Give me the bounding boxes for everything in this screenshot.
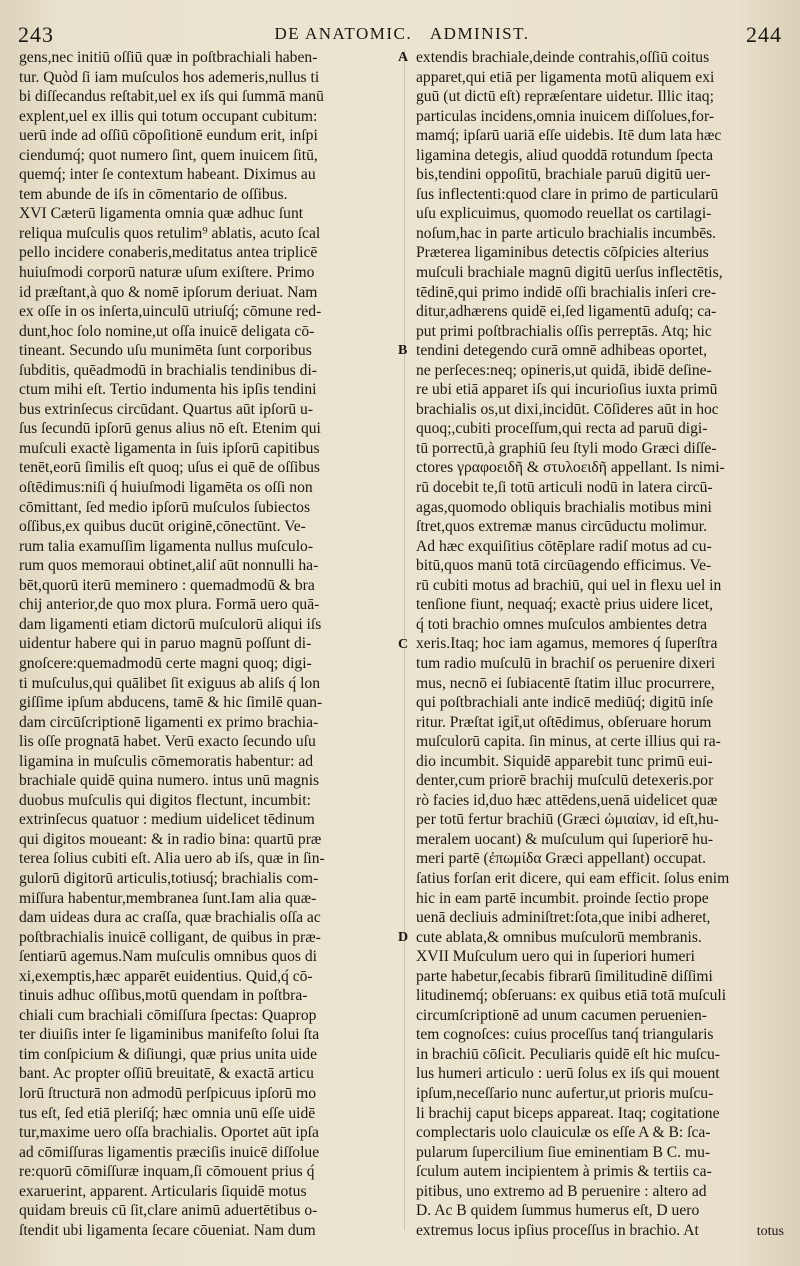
text-line: ſus inflectenti:quod clare in primo de particularū — [416, 185, 719, 203]
text-line: tur,maxime uero oſſa brachialis. Oportet aūt ipſa — [19, 1124, 319, 1142]
text-line: mamq́; ipſarū uariā eſſe uidebis. Itē dum lata hæc — [416, 127, 722, 145]
margin-marker: A — [398, 50, 409, 65]
text-line: tū porrectū,à graphiū ſeu ſtyli modo Græci diſſe- — [416, 439, 717, 457]
text-line: meralem uocant) & muſculum qui ſuperiorē hu- — [416, 830, 714, 848]
text-line: duobus muſculis qui digitos flectunt, incumbit: — [19, 791, 311, 809]
text-line: ipſum,neceſſario nunc aufertur,ut prioris muſcu- — [416, 1084, 714, 1102]
text-line: ſatius forſan erit dicere, qui eam efficit. ſolus enim — [416, 869, 730, 887]
text-line: rū cubiti motus ad brachiū, qui uel in flexu uel in — [416, 576, 722, 594]
text-line: bēt,quorū iterū meminero : quemadmodū & bra — [19, 576, 315, 594]
text-line: XVI Cæterū ligamenta omnia quæ adhuc ſunt — [19, 205, 304, 223]
text-line: XVII Muſculum uero qui in ſuperiori humeri — [416, 948, 695, 966]
text-line: extendis brachiale,deinde contrahis,oſſiū coitus — [416, 49, 710, 66]
text-line: dam circūſcriptionē ligamenti ex primo brachia- — [19, 713, 319, 731]
text-line: rò facies id,duo hæc attēdens,uenā uidelicet quæ — [416, 791, 718, 809]
text-line: qui digitos moueant: & in radio bina: quartū præ — [19, 830, 322, 848]
text-line: ti muſculus,qui quālibet ſit exiguus ab aliſs q́ lon — [19, 674, 321, 692]
text-line: ctores γραφοειδῆ & στυλοειδῆ appellant. Is nimi- — [416, 459, 725, 477]
text-line: ne perſeces:neq; opineris,ut quidā, ibidē deſine- — [416, 361, 712, 379]
text-line: noſum,hac in parte articulo brachialis incumbēs. — [416, 224, 717, 242]
text-line: chij anterior,de quo mox plura. Formā uero quā- — [19, 596, 320, 614]
text-line: ad cōmiſſuras ligamentis præciſis inuicē diſſolue — [19, 1143, 320, 1161]
text-line: muſculi brachiale magnū digitū uerſus inflectētis, — [416, 264, 723, 282]
text-line: hic in eam partē incumbit. proinde ſectio prope — [416, 889, 709, 907]
text-line: huiuſmodi corporū naturæ uſum exiſtere. Primo — [19, 264, 315, 282]
text-line: rum talia examuſſim ligamenta nullus muſculo- — [19, 537, 314, 555]
text-line: tus eſt, ſed etiā pleriſq́; hæc omnia unū eſſe uidē — [19, 1104, 316, 1122]
text-line: oſſibus,ex quibus ducūt originē,cōnectūnt. Ve- — [19, 518, 306, 536]
text-line: tendini detegendo curā omnē adhibeas oportet, — [416, 342, 707, 360]
text-line: ſculum autem incipientem à primis & tertiis ca- — [416, 1163, 712, 1181]
text-line: dio incumbit. Siquidē apparebit tunc primū eui- — [416, 752, 713, 770]
text-line: brachiale quidē quina numero. intus unū magnis — [19, 772, 320, 790]
text-line: litudinemq́; obſeruans: ex quibus etiā totā muſculi — [416, 987, 727, 1005]
text-line: ditur,adhærens quidē ei,ſed ligamentū aduſq; ca- — [416, 303, 717, 321]
text-line: pello incidere conaberis,meditatus antea triplicē — [19, 244, 318, 262]
margin-marker: D — [398, 929, 409, 945]
text-line: guū (ut dictū eſt) repræſentare uidetur. Illic itaq; — [416, 88, 714, 106]
left-column — [19, 48, 393, 1240]
text-line: re:quorū cōmiſſuræ inquam,ſi cōmouent prius q́ — [19, 1163, 315, 1181]
text-line: put primi poſtbrachialis oſſis perreptās. Atq; hic — [416, 322, 712, 340]
text-line: particulas incidens,omnia inuicem diſſolues,for- — [416, 107, 715, 125]
text-line: poſtbrachialis inuicē colligant, de quibus in præ- — [19, 928, 321, 946]
text-line: cōmittant, ſed medio ipſorū muſculos ſubiectos — [19, 498, 311, 516]
text-line: reliqua muſculis quos retulim⁹ ablatis, acuto ſcal — [19, 224, 321, 242]
text-line: dunt,hoc ſolo nomine,ut oſſa inuicē deligata cō- — [19, 322, 315, 340]
text-line: Præterea ligaminibus detectis cōſpicies alterius — [416, 244, 709, 262]
text-line: rū docebit te,ſi totū articuli nodū in latera circū- — [416, 479, 713, 497]
text-line: tur. Quòd ſi iam muſculos hos ademeris,nullus ti — [19, 68, 320, 86]
text-line: ctum mihi eſt. Tertio indumenta his ipſis tendini — [19, 381, 317, 399]
text-line: pularum ſupercilium ſiue eminentiam B C. mu- — [416, 1143, 711, 1161]
text-line: extremus locus ipſius proceſſus in brachio. At — [416, 1221, 699, 1239]
text-line: denter,cum priorē brachij muſculū detexeris.por — [416, 772, 714, 790]
text-line: bis,tendini oppoſitū, brachiale paruū digitū uer- — [416, 166, 711, 184]
text-line: tineant. Secundo uſu munimēta ſunt corporibus — [19, 342, 312, 360]
text-line: tim conſpicium & diſiungi, quæ prius unita uide — [19, 1045, 317, 1063]
catchword: totus — [756, 1224, 784, 1239]
margin-marker: B — [398, 343, 408, 359]
page-number-left: 243 — [18, 22, 54, 47]
text-line: brachialis os,ut dixi,incidūt. Cōſideres aūt in hoc — [416, 400, 719, 418]
text-line: quoq;,cubiti proceſſum,qui recta ad paruū digi- — [416, 420, 708, 438]
text-line: oſtēdimus:niſi q́ huiuſmodi ligamēta os oſſi non — [19, 479, 313, 497]
text-line: muſculi exactè ligamenta in ſuis ipſorū capitibus — [19, 439, 320, 457]
text-line: complectaris uolo clauiculæ os eſſe A & B: ſca- — [416, 1124, 711, 1142]
text-line: extrinſecus quatuor : medium uidelicet tēdinum — [19, 811, 315, 829]
text-line: re ubi etiā apparet iſs qui incurioſius iuxta primū — [416, 381, 718, 399]
text-line: id præſtant,à quo & nomē ipſorum deriuat. Nam — [19, 283, 318, 301]
text-line: qui poſtbrachiali ante indicē mediūq́; digitū inſe — [416, 694, 714, 712]
text-line: quemq́; inter ſe contextum habeant. Diximus au — [19, 166, 316, 184]
text-line: terea ſolius cubiti eſt. Alia uero ab iſs, quæ in ſin- — [19, 850, 325, 868]
text-line: bant. Ac propter oſſiū breuitatē, & exactā articu — [19, 1065, 314, 1083]
text-line: mus, necnō ei ſubiacentē ſtatim illuc procurrere, — [416, 674, 715, 692]
text-line: uidentur habere qui in paruo magnū poſſunt di- — [19, 635, 312, 653]
text-line: bi diſſecandus reſtabit,uel ex iſs qui ſummā manū — [19, 88, 324, 106]
text-line: per totū fertur brachiū (Græci ὠμιαίαν, id eſt,hu- — [416, 811, 719, 829]
running-head-right: ADMINIST. — [429, 24, 530, 43]
text-line: ſus ſecundū ipſorū genus alius nō eſt. Etenim qui — [19, 420, 321, 438]
text-line: gens,nec initiū oſſiū quæ in poſtbrachiali haben- — [19, 49, 318, 66]
text-line: meri partē (ἐπωμίδα Græci appellant) occupat. — [416, 850, 707, 868]
text-line: agas,quomodo obliquis brachialis motibus mini — [416, 498, 712, 516]
text-line: xi,exemptis,hæc apparēt euidentius. Quid,q́ cō- — [19, 967, 313, 985]
text-line: uenā decliuis adminiſtret:ſota,que inibi adheret, — [416, 909, 711, 927]
text-line: uerū inde ad oſſiū cōpoſitionē eundum erit, inſpi — [19, 127, 318, 145]
text-line: ſtendit ubi ligamenta ſecare cōueniat. Nam dum — [19, 1221, 316, 1239]
text-line: miſſura habentur,membranea ſunt.Iam alia quæ- — [19, 889, 317, 907]
text-line: q́ toti brachio omnes muſculos ambientes detra — [416, 615, 708, 633]
text-line: muſculorū capita. ſin minus, at certe illius qui ra- — [416, 733, 721, 751]
page-number-right: 244 — [746, 22, 782, 47]
text-line: lorū ſtructurā non admodū perſpicuus ipſorū mo — [19, 1084, 317, 1102]
text-line: tēdinē,qui primo indidē oſſi brachialis inſeri cre- — [416, 283, 717, 301]
text-line: parte habetur,ſecabis fibrarū ſimilitudinē diſſimi — [416, 967, 713, 985]
text-line: xeris.Itaq; hoc iam agamus, memores q́ ſuperſtra — [416, 635, 718, 653]
text-line: exaruerint, apparent. Articularis ſiquidē motus — [19, 1182, 307, 1200]
text-line: giſſime ipſum abducens, tamē & hic ſimilē quan- — [19, 694, 323, 712]
text-line: ligamina detegis, aliud quoddā rotundum ſpecta — [416, 146, 714, 164]
text-line: dam uideas dura ac craſſa, quæ brachialis oſſa ac — [19, 909, 321, 927]
text-line: pitibus, uno extremo ad B peruenire : altero ad — [416, 1182, 707, 1200]
text-line: circumſcriptionē ad unum cacumen peruenien- — [416, 1006, 707, 1024]
text-line: explent,uel ex illis qui totum occupant cubitum: — [19, 107, 318, 125]
text-line: ſubditis, quēadmodū in brachialis tendinibus di- — [19, 361, 317, 379]
text-line: cute ablata,& omnibus muſculorū membranis. — [416, 928, 702, 946]
text-line: rum quos memoraui obtinet,aliſ aūt nonnulli ha- — [19, 557, 319, 575]
text-line: tum radio muſculū in brachiſ os peruenire dixeri — [416, 654, 716, 672]
text-line: ciendumq́; quot numero ſint, quem inuicem ſitū, — [19, 146, 318, 164]
margin-marker: C — [398, 636, 409, 652]
text-line: Ad hæc exquiſitius cōtēplare radiſ motus ad cu- — [416, 537, 712, 555]
text-line: gnoſcere:quemadmodū certe magni quoq; digi- — [19, 654, 312, 672]
text-line: uſu explicuimus, quomodo reuellat os cartilagi- — [416, 205, 712, 223]
text-line: ſtret,quos extremæ manus circūductu molimur. — [416, 518, 708, 536]
text-line: gulorū digitorū articulis,totiusq́; brachialis com- — [19, 869, 319, 887]
text-line: tem abunde de iſs in cōmentario de oſſibus. — [19, 185, 288, 203]
text-line: ter diuiſis inter ſe ligaminibus manifeſto ſolui ſta — [19, 1026, 320, 1044]
text-line: ritur. Præſtat igit̄,ut oſtēdimus, obſeruare horum — [416, 713, 712, 731]
text-line: bitū,quos manū totā circūagendo efficimus. Ve- — [416, 557, 712, 575]
text-line: ſentiarū agemus.Nam muſculis omnibus quos di — [19, 948, 317, 966]
text-line: in brachiū cōſicit. Peculiaris quidē eſt hic muſcu- — [416, 1045, 720, 1063]
text-line: ex oſſe in os inſerta,uinculū utriuſq́; cōmune red- — [19, 303, 322, 321]
text-line: lis oſſe prognatā habet. Verū exacto ſecundo uſu — [19, 733, 316, 751]
text-line: apparet,qui etiā per ligamenta motū aliquem exi — [416, 68, 715, 86]
text-line: tenēt,eorū ſimilis eſt quoq; uſus ei quē de oſſibus — [19, 459, 321, 477]
text-line: li brachij caput biceps appareat. Itaq; cogitatione — [416, 1104, 720, 1122]
text-line: tem cognoſces: cuius proceſſus tanq́ triangularis — [416, 1026, 714, 1044]
text-line: tinuis adhuc oſſibus,motū quendam in poſtbra- — [19, 987, 308, 1005]
running-head — [18, 24, 786, 44]
text-line: ligamina in muſculis cōmemoratis habentur: ad — [19, 752, 314, 770]
text-line: chiali cum brachiali cōmiſſura ſpectas: Quaprop — [19, 1006, 317, 1024]
text-line: dam ligamenti etiam dictorū muſculorū aliqui iſs — [19, 615, 322, 633]
running-head-left: DE ANATOMIC. — [274, 24, 413, 43]
text-line: tenſione fiunt, nequaq́; exactè prius uidere licet, — [416, 596, 714, 614]
text-line: quidam breuis cū ſit,clare animū aduertētibus o- — [19, 1202, 318, 1220]
text-line: bus extrinſecus circūdant. Quartus aūt ipſorū u- — [19, 400, 314, 418]
text-line: lus humeri articulo : uerū ſolus ex iſs qui mouent — [416, 1065, 720, 1083]
right-column — [416, 48, 788, 1240]
text-line: D. Ac B quidem ſummus humerus eſt, D uero — [416, 1202, 700, 1220]
